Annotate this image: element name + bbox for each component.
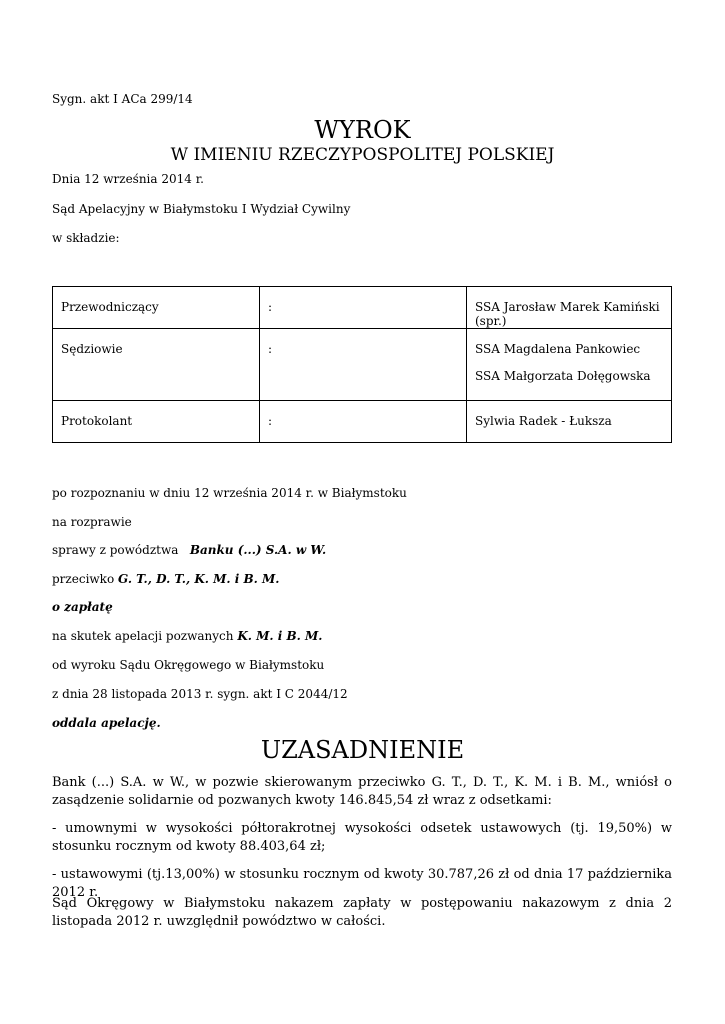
separator-cell: : (260, 401, 467, 443)
plaintiff-prefix: sprawy z powództwa (52, 543, 179, 557)
defendants-names: G. T., D. T., K. M. i B. M. (118, 572, 280, 586)
paragraph: Sąd Okręgowy w Białymstoku nakazem zapłaty w postępowaniu nakazowym z dnia 2 listopada 2012 r. uwzględnił powództwo w całości. (52, 896, 672, 929)
defendants-line (52, 572, 279, 586)
judge-name: SSA Magdalena Pankowiec (475, 342, 641, 356)
court-composition-table (52, 286, 672, 443)
composition-row (53, 287, 672, 329)
defendants-prefix: przeciwko (52, 572, 115, 586)
judge-name: SSA Jarosław Marek Kamiński (spr.) (475, 300, 660, 328)
separator-cell: : (260, 329, 467, 401)
clerk-name: Sylwia Radek - Łuksza (475, 414, 612, 428)
names-cell (467, 401, 672, 443)
justification-title: UZASADNIENIE (260, 736, 465, 764)
composition-row (53, 401, 672, 443)
case-subject: o zapłatę (52, 600, 113, 614)
paragraph: Bank (...) S.A. w W., w pozwie skierowanym przeciwko G. T., D. T., K. M. i B. M., wniósł o zasądzenie solidarnie od pozwanych kwoty 146.845,54 zł wraz z odsetkami: (52, 775, 672, 808)
ruling: oddala apelację. (52, 716, 161, 730)
role-cell: Protokolant (53, 401, 260, 443)
appellants-names: K. M. i B. M. (237, 629, 323, 643)
lower-judgment-date: z dnia 28 listopada 2013 r. sygn. akt I C 2044/12 (52, 687, 348, 701)
names-cell (467, 329, 672, 401)
judgment-date: Dnia 12 września 2014 r. (52, 172, 204, 186)
separator-cell: : (260, 287, 467, 329)
appeal-prefix: na skutek apelacji pozwanych (52, 629, 234, 643)
case-signature: Sygn. akt I ACa 299/14 (52, 92, 193, 106)
plaintiff-name: Banku (...) S.A. w W. (189, 543, 327, 557)
lower-court-line: od wyroku Sądu Okręgowego w Białymstoku (52, 658, 325, 672)
composition-intro: w składzie: (52, 231, 120, 245)
judgment-subtitle: W IMIENIU RZECZYPOSPOLITEJ POLSKIEJ (170, 145, 555, 165)
court-name: Sąd Apelacyjny w Białymstoku I Wydział Cywilny (52, 202, 351, 216)
role-cell: Przewodniczący (53, 287, 260, 329)
plaintiff-line (52, 543, 326, 557)
paragraph: - ustawowymi (tj.13,00%) w stosunku rocznym od kwoty 30.787,26 zł od dnia 17 października 2012 r. (52, 867, 672, 900)
judge-name: SSA Małgorzata Dołęgowska (475, 369, 651, 383)
trial-line: na rozprawie (52, 515, 132, 529)
names-cell (467, 287, 672, 329)
judgment-title: WYROK (314, 116, 411, 144)
paragraph: - umownymi w wysokości półtorakrotnej wysokości odsetek ustawowych (tj. 19,50%) w stosunku rocznym od kwoty 88.403,64 zł; (52, 821, 672, 854)
role-cell: Sędziowie (53, 329, 260, 401)
appeal-line (52, 629, 322, 643)
composition-row (53, 329, 672, 401)
hearing-line: po rozpoznaniu w dniu 12 września 2014 r. w Białymstoku (52, 486, 407, 500)
